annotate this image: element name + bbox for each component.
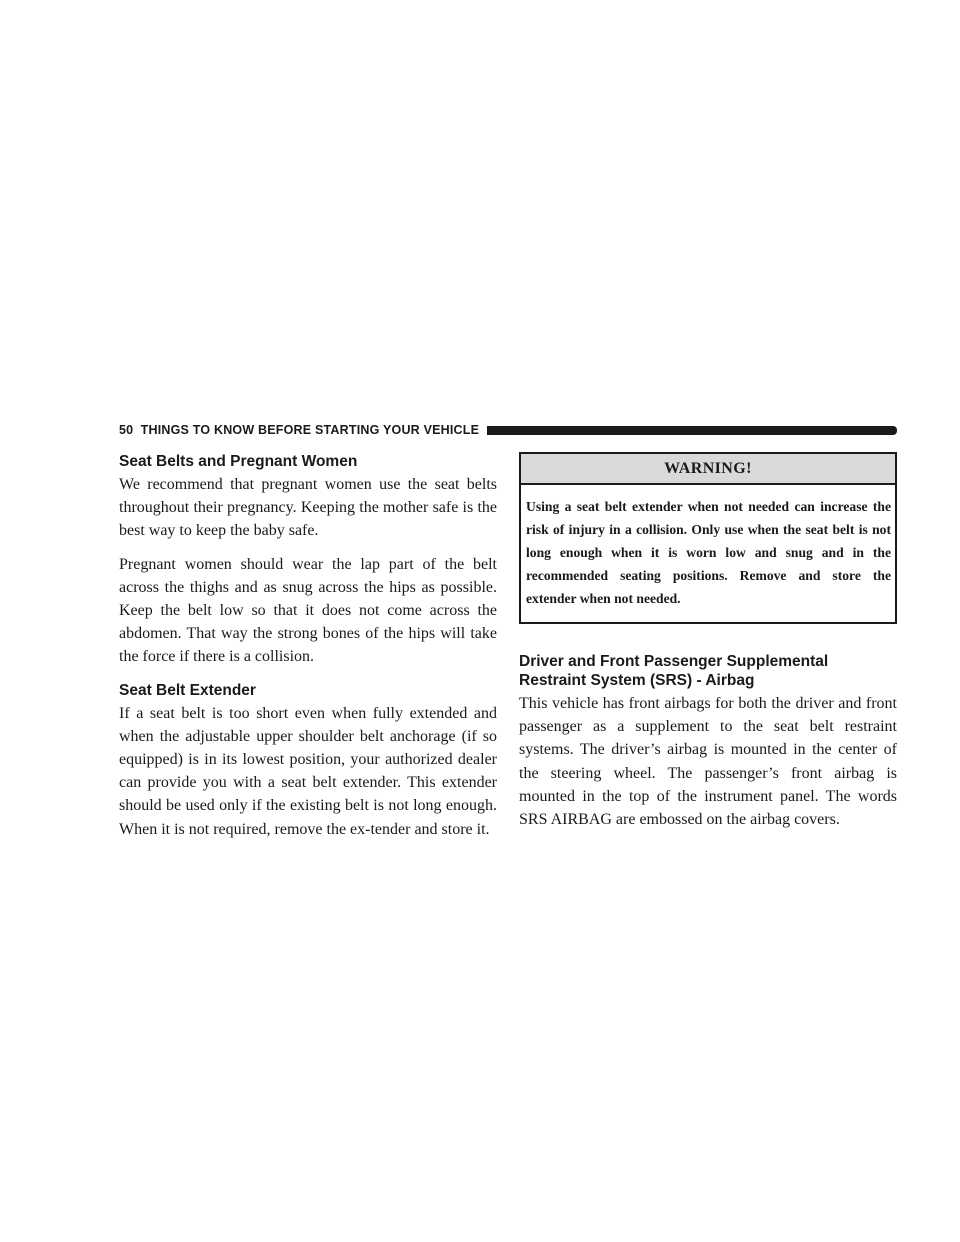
- paragraph-srs-1: This vehicle has front airbags for both the driver and front passenger as a supplement to the seat belt restraint systems. The driver’s airbag is mounted in the center of the steering wheel. The passenger’s front airbag is mounted in the top of the instrument panel. The words SRS AIRBAG are embossed on the airbag covers.: [519, 695, 897, 829]
- heading-srs-airbag: Driver and Front Passenger Supplemental Restraint System (SRS) - Airbag: [519, 653, 829, 689]
- left-column: [119, 452, 497, 851]
- heading-pregnant-women: Seat Belts and Pregnant Women: [119, 453, 358, 470]
- heading-seat-belt-extender: Seat Belt Extender: [119, 681, 256, 699]
- paragraph-pregnant-2: Pregnant women should wear the lap part of the belt across the thighs and as snug across the hips as possible. Keep the belt low so that it does not come across the abdomen. That way the strong bones of the hips will take the force if there is a collision.: [119, 555, 497, 666]
- header-label: [119, 423, 479, 437]
- page-header: [119, 422, 897, 438]
- paragraph-pregnant-1: We recommend that pregnant women use the seat belts throughout their pregnancy. Keeping the mother safe is the best way to keep the baby safe.: [119, 476, 497, 540]
- warning-title: WARNING!: [521, 454, 895, 485]
- right-column: [519, 452, 897, 841]
- header-rule: [487, 426, 897, 435]
- warning-box: [519, 452, 897, 624]
- warning-text: Using a seat belt extender when not needed can increase the risk of injury in a collision. Only use when the seat belt is not long enough when it is worn low and snug and in the recommended seating positions. Remove and store the extender when not needed.: [526, 499, 891, 606]
- section-title: THINGS TO KNOW BEFORE STARTING YOUR VEHICLE: [140, 423, 480, 437]
- page-number: 50: [119, 423, 134, 437]
- paragraph-extender-1: If a seat belt is too short even when fully extended and when the adjustable upper shoulder belt anchorage (if so equipped) is in its lowest position, your authorized dealer can provide you with a seat belt extender. This extender should be used only if the existing belt is not long enough. When it is not required, remove the ex-tender and store it.: [119, 704, 497, 838]
